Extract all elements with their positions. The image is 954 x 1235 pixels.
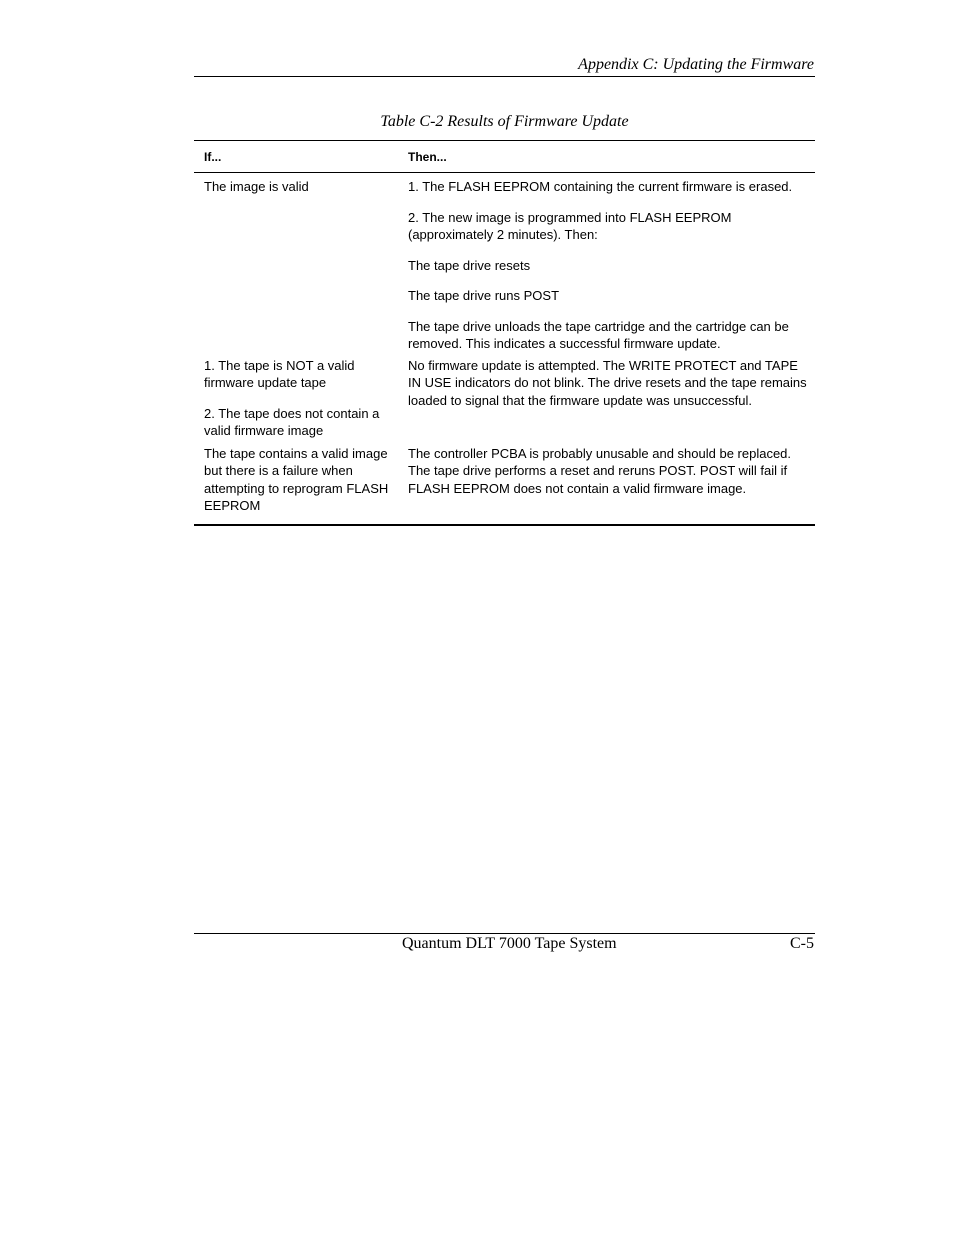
- result-text: 1. The FLASH EEPROM containing the current firmware is erased.: [408, 179, 793, 194]
- result-text: 2. The new image is programmed into FLASH EEPROM (approximately 2 minutes). Then:: [408, 209, 732, 242]
- table-row: [194, 445, 815, 524]
- condition-text: The image is valid: [204, 179, 309, 194]
- result-text: The tape drive resets: [408, 257, 531, 273]
- condition-text: 1. The tape is NOT a valid firmware update tape: [204, 357, 355, 390]
- page-number: C-5: [790, 935, 814, 952]
- running-header: Appendix C: Updating the Firmware: [578, 56, 814, 73]
- condition-cell: [194, 178, 397, 353]
- column-header-then: Then...: [408, 149, 447, 164]
- result-text: The tape drive unloads the tape cartridge and the cartridge can be removed. This indicates a successful firmware update.: [408, 318, 789, 351]
- footer-rule: [194, 933, 815, 934]
- table-header-row: [194, 141, 815, 173]
- condition-text: The tape contains a valid image but there is a failure when attempting to reprogram FLASH EEPROM: [204, 445, 389, 513]
- result-cell: [397, 445, 815, 515]
- column-header-if: If...: [204, 149, 222, 164]
- header-rule: [194, 76, 815, 77]
- table-caption: Table C-2 Results of Firmware Update: [380, 113, 629, 130]
- condition-text: 2. The tape does not contain a valid firmware image: [204, 405, 380, 438]
- result-text: The tape drive runs POST: [408, 288, 560, 303]
- table-row: [194, 173, 815, 357]
- result-cell: [397, 357, 815, 440]
- footer-title: Quantum DLT 7000 Tape System: [402, 935, 617, 952]
- result-cell: [397, 178, 815, 353]
- table-row: [194, 357, 815, 445]
- results-table: [194, 140, 815, 526]
- condition-cell: [194, 357, 397, 440]
- condition-cell: [194, 445, 397, 515]
- result-text: The controller PCBA is probably unusable and should be replaced. The tape drive performs a reset and reruns POST. POST will fail if FLASH EEPROM does not contain a valid firmware image.: [408, 445, 792, 496]
- result-text: No firmware update is attempted. The WRITE PROTECT and TAPE IN USE indicators do not blink. The drive resets and the tape remains loaded to signal that the firmware update was unsuccessful.: [408, 357, 807, 408]
